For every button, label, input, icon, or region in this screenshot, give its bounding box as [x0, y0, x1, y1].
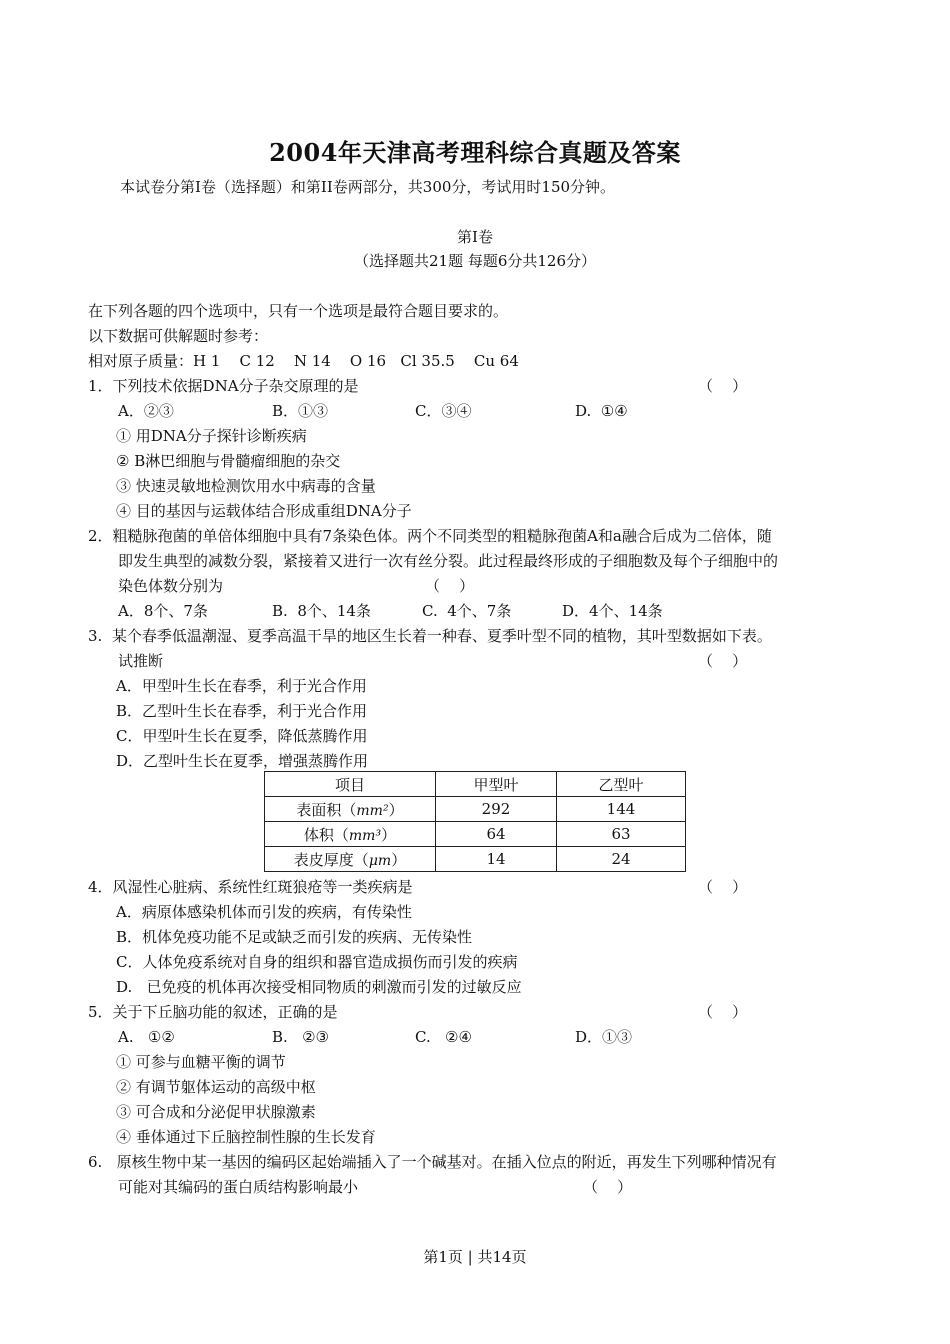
question-5-option-b: B. ②③ — [272, 1028, 329, 1046]
table-cell: 64 — [436, 822, 557, 847]
question-5-item: ④ 垂体通过下丘脑控制性腺的生长发育 — [116, 1128, 376, 1146]
question-1-item: ② B淋巴细胞与骨髓瘤细胞的杂交 — [116, 452, 341, 470]
question-2-option-d: D．4个、14条 — [562, 602, 663, 620]
question-2-stem: 染色体数分别为 — [118, 577, 224, 595]
question-5-option-a: A. ①② — [118, 1028, 175, 1046]
leaf-data-table — [264, 771, 686, 872]
table-row — [265, 847, 686, 872]
question-2-option-b: B. 8个、14条 — [272, 602, 371, 620]
section-title: 第Ⅰ卷 — [457, 228, 493, 246]
table-cell: 14 — [436, 847, 557, 872]
question-5-item: ② 有调节躯体运动的高级中枢 — [116, 1078, 316, 1096]
question-3-option-c: C．甲型叶生长在夏季，降低蒸腾作用 — [116, 727, 368, 745]
table-cell: 144 — [557, 797, 686, 822]
question-4-option-a: A．病原体感染机体而引发的疾病，有传染性 — [116, 903, 412, 921]
table-header-row — [265, 772, 686, 797]
question-4-stem: 4．风湿性心脏病、系统性红斑狼疮等一类疾病是 — [88, 878, 413, 896]
question-1-option-d: D. ①④ — [575, 402, 628, 420]
question-3-stem: 试推断 — [118, 652, 164, 670]
table-header-cell: 乙型叶 — [557, 772, 686, 797]
question-5-option-c: C. ②④ — [415, 1028, 472, 1046]
question-2-option-c: C. 4个、7条 — [422, 602, 512, 620]
table-cell: 292 — [436, 797, 557, 822]
question-1-item: ① 用DNA分子探针诊断疾病 — [116, 427, 307, 445]
question-3-option-a: A．甲型叶生长在春季，利于光合作用 — [116, 677, 367, 695]
question-2-stem: 2．粗糙脉孢菌的单倍体细胞中具有7条染色体。两个不同类型的粗糙脉孢菌A和a融合后成为二倍体，随 — [88, 527, 772, 545]
question-6-stem: 可能对其编码的蛋白质结构影响最小 — [118, 1178, 359, 1196]
question-4-option-b: B．机体免疫功能不足或缺乏而引发的疾病、无传染性 — [116, 928, 473, 946]
question-3-stem: 3. 某个春季低温潮湿、夏季高温干旱的地区生长着一种春、夏季叶型不同的植物，其叶型数据如下表。 — [88, 627, 772, 645]
question-3-option-b: B．乙型叶生长在春季，利于光合作用 — [116, 702, 368, 720]
question-4-option-d: D. 已免疫的机体再次接受相同物质的刺激而引发的过敏反应 — [116, 978, 522, 996]
section-subtitle: （选择题共21题 每题6分共126分） — [353, 252, 597, 270]
answer-blank: （ ） — [698, 878, 748, 896]
question-1-option-a: A．②③ — [118, 402, 174, 420]
question-4-option-c: C．人体免疫系统对自身的组织和器官造成损伤而引发的疾病 — [116, 953, 518, 971]
answer-blank: （ ） — [425, 577, 475, 595]
table-row-label: 表皮厚度（μm） — [265, 847, 436, 872]
question-2-option-a: A．8个、7条 — [118, 602, 208, 620]
question-1-stem: 1．下列技术依据DNA分子杂交原理的是 — [88, 377, 359, 395]
answer-blank: （ ） — [698, 377, 748, 395]
table-row-label: 表面积（mm²） — [265, 797, 436, 822]
table-cell: 24 — [557, 847, 686, 872]
instruction-line: 以下数据可供解题时参考： — [88, 327, 269, 345]
instruction-line: 在下列各题的四个选项中，只有一个选项是最符合题目要求的。 — [88, 302, 509, 320]
question-1-item: ④ 目的基因与运载体结合形成重组DNA分子 — [116, 502, 412, 520]
question-5-stem: 5．关于下丘脑功能的叙述，正确的是 — [88, 1003, 338, 1021]
question-1-item: ③ 快速灵敏地检测饮用水中病毒的含量 — [116, 477, 376, 495]
answer-blank: （ ） — [698, 1003, 748, 1021]
table-row-label: 体积（mm³） — [265, 822, 436, 847]
answer-blank: （ ） — [583, 1178, 633, 1196]
question-1-option-b: B．①③ — [272, 402, 329, 420]
question-2-stem: 即发生典型的减数分裂，紧接着又进行一次有丝分裂。此过程最终形成的子细胞数及每个子细胞中的 — [118, 552, 779, 570]
question-6-stem: 6. 原核生物中某一基因的编码区起始端插入了一个碱基对。在插入位点的附近，再发生下列哪种情况有 — [88, 1153, 777, 1171]
question-3-option-d: D．乙型叶生长在夏季，增强蒸腾作用 — [116, 752, 369, 770]
atomic-mass-line: 相对原子质量：H 1 C 12 N 14 O 16 Cl 35.5 Cu 64 — [88, 352, 519, 370]
question-5-item: ① 可参与血糖平衡的调节 — [116, 1053, 286, 1071]
question-5-item: ③ 可合成和分泌促甲状腺激素 — [116, 1103, 316, 1121]
intro-text: 本试卷分第Ⅰ卷（选择题）和第II卷两部分，共300分，考试用时150分钟。 — [120, 178, 616, 196]
table-row — [265, 822, 686, 847]
question-5-option-d: D．①③ — [575, 1028, 633, 1046]
table-header-cell: 项目 — [265, 772, 436, 797]
question-1-option-c: C．③④ — [415, 402, 472, 420]
answer-blank: （ ） — [698, 652, 748, 670]
table-row — [265, 797, 686, 822]
page-footer: 第1页 | 共14页 — [423, 1248, 527, 1266]
page-title: 2004年天津高考理科综合真题及答案 — [269, 138, 681, 167]
table-cell: 63 — [557, 822, 686, 847]
table-header-cell: 甲型叶 — [436, 772, 557, 797]
